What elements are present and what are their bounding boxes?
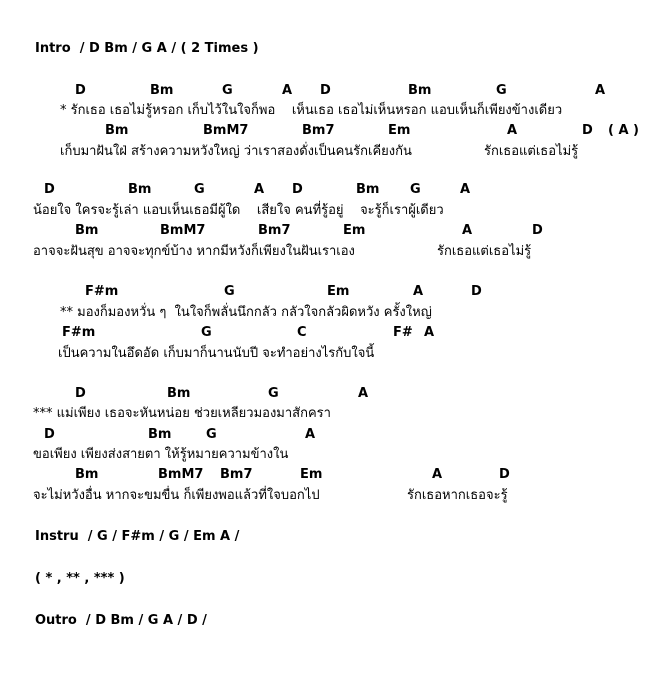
- intro-line: Intro / D Bm / G A / ( 2 Times ): [35, 41, 259, 56]
- chord: Bm: [75, 467, 99, 482]
- chord: Bm: [167, 386, 191, 401]
- chord: D: [75, 83, 86, 98]
- chord: A: [282, 83, 293, 98]
- chord: A: [413, 284, 424, 299]
- chord: G: [268, 386, 279, 401]
- chord: D: [471, 284, 482, 299]
- chord: D: [292, 182, 303, 197]
- chord: BmM7: [160, 223, 206, 238]
- chord: D: [320, 83, 331, 98]
- outro-line: Outro / D Bm / G A / D /: [35, 613, 207, 628]
- chord: Bm7: [302, 123, 335, 138]
- chord: Bm: [128, 182, 152, 197]
- lyric-line: ขอเพียง เพียงส่งสายตา ให้รู้หมายความข้างใน: [33, 447, 289, 462]
- chord: Bm: [356, 182, 380, 197]
- chord: D: [44, 427, 55, 442]
- chord: Bm: [75, 223, 99, 238]
- lyric-line: รักเธอแต่เธอไม่รู้: [484, 144, 579, 159]
- instru-line: Instru / G / F#m / G / Em A /: [35, 529, 240, 544]
- chord: Bm: [150, 83, 174, 98]
- chord: F#m: [85, 284, 119, 299]
- chord: D: [532, 223, 543, 238]
- chord: A: [432, 467, 443, 482]
- chord: A: [462, 223, 473, 238]
- lyric-line: * รักเธอ เธอไม่รู้หรอก เก็บไว้ในใจก็พอ เห็นเธอ เธอไม่เห็นหรอก แอบเห็นก็เพียงข้างเดียว: [60, 103, 563, 118]
- chord: Em: [300, 467, 323, 482]
- chord: BmM7: [203, 123, 249, 138]
- lyric-line: *** แม่เพียง เธอจะหันหน่อย ช่วยเหลียวมองมาสักครา: [33, 406, 331, 421]
- lyric-line: เป็นความในอึดอัด เก็บมาก็นานนับปี จะทำอย่างไรกับใจนี้: [58, 346, 375, 361]
- lyric-line: น้อยใจ ใครจะรู้เล่า แอบเห็นเธอมีผู้ใด เสียใจ คนที่รู้อยู่ จะรู้ก็เราผู้เดียว: [33, 203, 444, 218]
- chord: G: [194, 182, 205, 197]
- chord: D: [75, 386, 86, 401]
- chord: Bm7: [258, 223, 291, 238]
- lyric-line: รักเธอหากเธอจะรู้: [407, 488, 508, 503]
- chord: G: [222, 83, 233, 98]
- chord: F#: [393, 325, 413, 340]
- chord: G: [410, 182, 421, 197]
- lyric-line: ** มองก็มองหวั่น ๆ ในใจก็พลั่นนึกกลัว กลัวใจกลัวผิดหวัง ครั้งใหญ่: [60, 305, 432, 320]
- chord: A: [460, 182, 471, 197]
- chord: A: [358, 386, 369, 401]
- lyric-line: จะไม่หวังอื่น หากจะขมขื่น ก็เพียงพอแล้วที่ใจบอกไป: [33, 488, 320, 503]
- chord: A: [305, 427, 316, 442]
- chord: A: [507, 123, 518, 138]
- chord: Em: [327, 284, 350, 299]
- repeat-line: ( * , ** , *** ): [35, 571, 125, 586]
- chord: Em: [343, 223, 366, 238]
- lyric-line: เก็บมาฝันใฝ่ สร้างความหวังใหญ่ ว่าเราสองดั่งเป็นคนรักเคียงกัน: [60, 144, 412, 159]
- chord: F#m: [62, 325, 96, 340]
- chord: Bm7: [220, 467, 253, 482]
- chord: Bm: [105, 123, 129, 138]
- chord: D: [44, 182, 55, 197]
- lyric-line: อาจจะฝันสุข อาจจะทุกข์บ้าง หากมีหวังก็เพียงในฝันเราเอง: [33, 244, 355, 259]
- chord: G: [201, 325, 212, 340]
- chord: C: [297, 325, 307, 340]
- chord: A: [595, 83, 606, 98]
- chord: G: [224, 284, 235, 299]
- chord: Bm: [148, 427, 172, 442]
- chord: Bm: [408, 83, 432, 98]
- chord: D: [499, 467, 510, 482]
- chord: D: [582, 123, 593, 138]
- lyric-line: รักเธอแต่เธอไม่รู้: [437, 244, 532, 259]
- chord: G: [206, 427, 217, 442]
- chord: G: [496, 83, 507, 98]
- chord: A: [424, 325, 435, 340]
- chord: A: [254, 182, 265, 197]
- chord: BmM7: [158, 467, 204, 482]
- chord: Em: [388, 123, 411, 138]
- chord: ( A ): [608, 123, 639, 138]
